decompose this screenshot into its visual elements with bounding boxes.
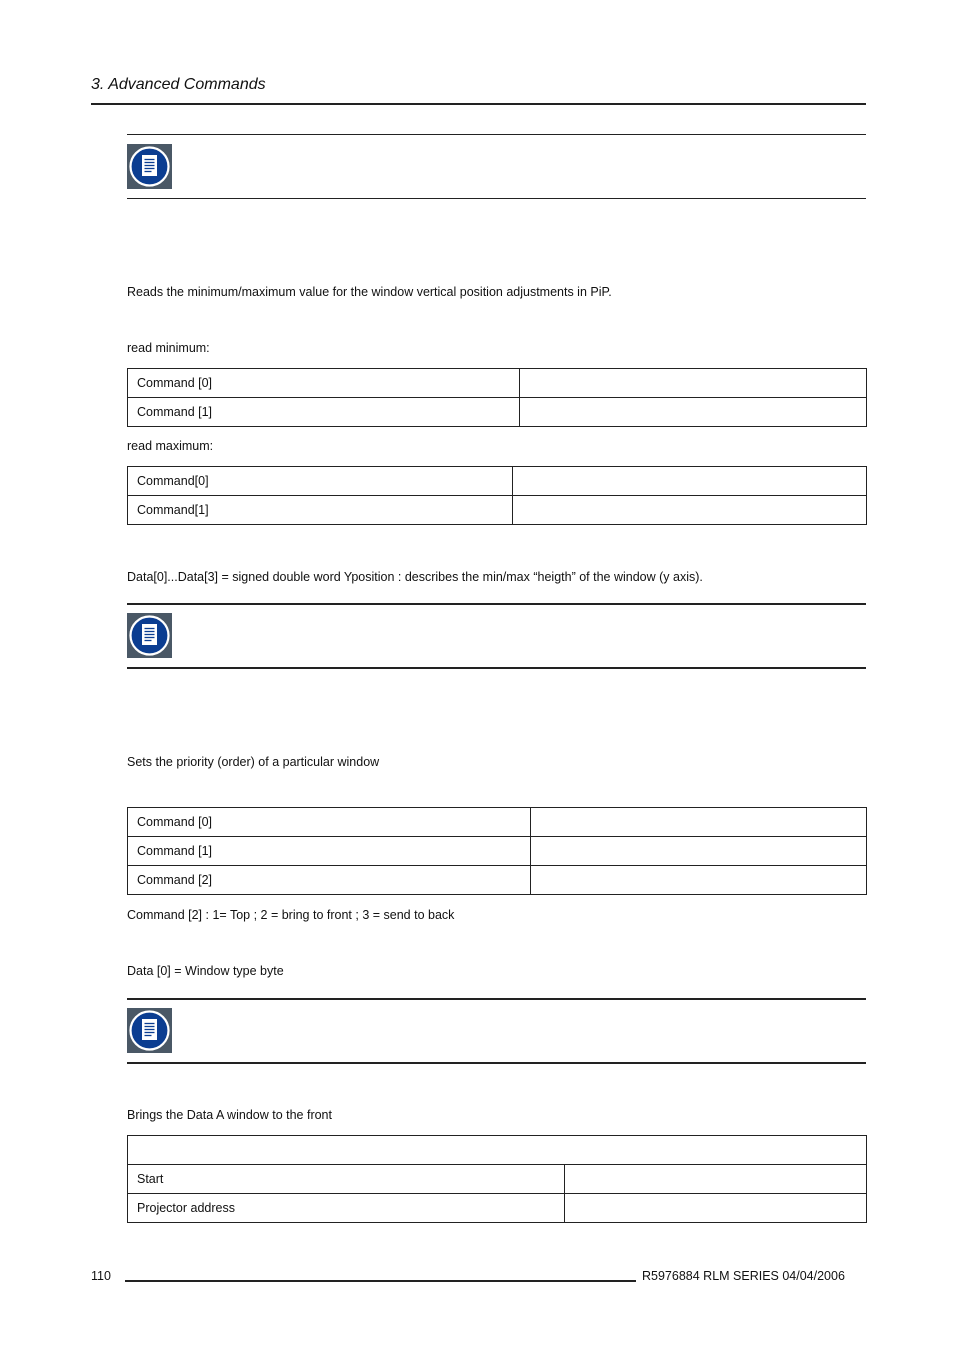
section3-description: Brings the Data A window to the front — [127, 1108, 332, 1122]
note-bottom-rule — [127, 1062, 866, 1064]
table-row — [128, 369, 867, 398]
table-cell — [565, 1165, 867, 1194]
footer-rule — [125, 1280, 636, 1282]
table-cell: Command [1] — [128, 837, 531, 866]
table-cell — [513, 467, 867, 496]
note-document-icon — [127, 613, 172, 658]
table-cell: Start — [128, 1165, 565, 1194]
table-cell — [513, 496, 867, 525]
data-description: Data [0] = Window type byte — [127, 964, 284, 978]
table-cell: Command[0] — [128, 467, 513, 496]
table-row — [128, 496, 867, 525]
section-title: 3. Advanced Commands — [91, 76, 266, 93]
table-row — [128, 1194, 867, 1223]
note-bottom-rule — [127, 198, 866, 199]
note-block — [127, 134, 866, 199]
section1-description: Reads the minimum/maximum value for the window vertical position adjustments in PiP. — [127, 285, 612, 299]
table-header-cell — [128, 1136, 867, 1165]
page-number: 110 — [91, 1269, 111, 1283]
header-rule — [91, 103, 866, 105]
note-document-icon — [127, 144, 172, 189]
table-cell — [531, 837, 867, 866]
note-block — [127, 603, 866, 669]
table-cell — [531, 866, 867, 895]
document-info: R5976884 RLM SERIES 04/04/2006 — [642, 1269, 845, 1283]
table-cell: Command [0] — [128, 808, 531, 837]
table-cell: Command [0] — [128, 369, 520, 398]
table-cell: Command[1] — [128, 496, 513, 525]
read-minimum-table — [127, 368, 867, 427]
note-top-rule — [127, 998, 866, 1000]
note-document-icon — [127, 1008, 172, 1053]
table-cell — [520, 398, 867, 427]
table-cell: Command [1] — [128, 398, 520, 427]
table-row — [128, 808, 867, 837]
note-bottom-rule — [127, 667, 866, 669]
note-block — [127, 998, 866, 1064]
table-row — [128, 866, 867, 895]
table-row — [128, 1165, 867, 1194]
command2-note: Command [2] : 1= Top ; 2 = bring to front ; 3 = send to back — [127, 908, 455, 922]
read-maximum-label: read maximum: — [127, 439, 214, 453]
read-minimum-label: read minimum: — [127, 341, 210, 355]
note-top-rule — [127, 134, 866, 135]
table-cell — [520, 369, 867, 398]
table-header-row — [128, 1136, 867, 1165]
table-cell: Projector address — [128, 1194, 565, 1223]
table-row — [128, 398, 867, 427]
read-maximum-table — [127, 466, 867, 525]
section2-description: Sets the priority (order) of a particular window — [127, 755, 380, 769]
table-cell — [565, 1194, 867, 1223]
table-row — [128, 467, 867, 496]
table-row — [128, 837, 867, 866]
example-table — [127, 1135, 867, 1223]
priority-command-table — [127, 807, 867, 895]
data-description: Data[0]...Data[3] = signed double word Yposition : describes the min/max “heigth” of the window (y axis). — [127, 570, 703, 584]
table-cell: Command [2] — [128, 866, 531, 895]
note-top-rule — [127, 603, 866, 605]
table-cell — [531, 808, 867, 837]
